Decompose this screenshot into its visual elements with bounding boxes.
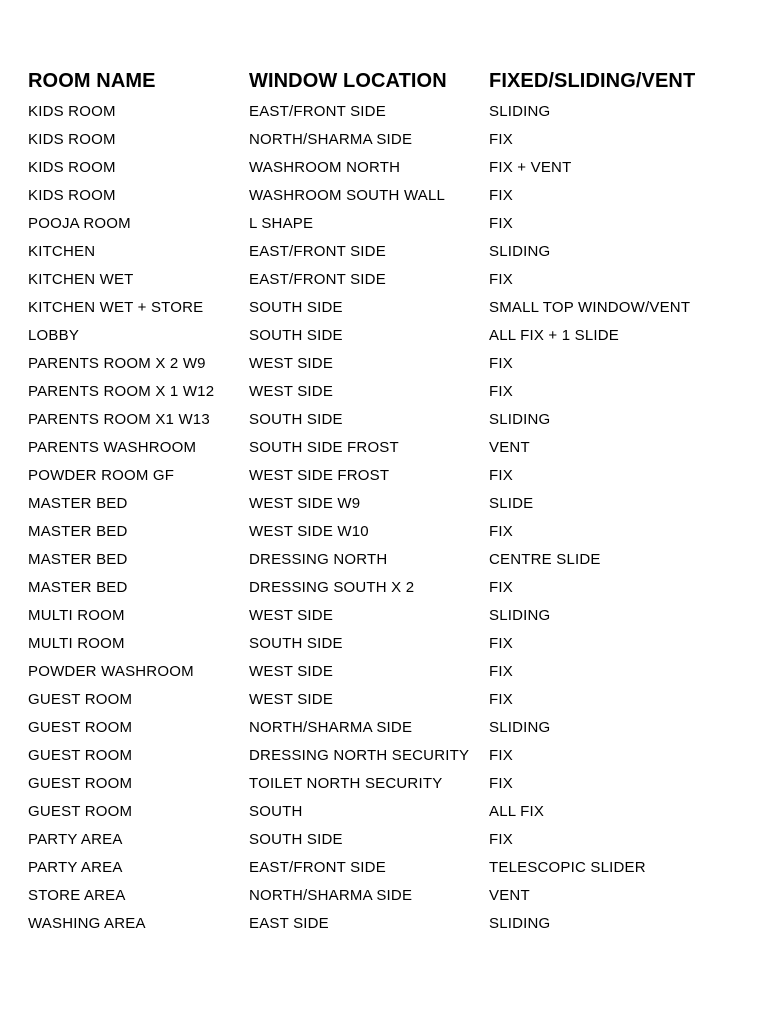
window-location-cell: SOUTH	[249, 803, 303, 820]
room-name-cell: KITCHEN	[28, 243, 96, 260]
table-row	[28, 742, 748, 770]
table-row	[28, 686, 748, 714]
window-type-cell: FIX	[489, 355, 513, 372]
table-row	[28, 126, 748, 154]
room-name-cell: PARTY AREA	[28, 859, 123, 876]
window-type-cell: SLIDING	[489, 607, 551, 624]
table-row	[28, 882, 748, 910]
window-type-cell: FIX	[489, 663, 513, 680]
window-type-cell: FIX	[489, 271, 513, 288]
window-location-cell: WEST SIDE W9	[249, 495, 361, 512]
room-name-cell: GUEST ROOM	[28, 719, 133, 736]
window-type-cell: TELESCOPIC SLIDER	[489, 859, 646, 876]
window-location-cell: WASHROOM SOUTH WALL	[249, 187, 446, 204]
window-location-cell: EAST/FRONT SIDE	[249, 243, 386, 260]
room-name-cell: GUEST ROOM	[28, 691, 133, 708]
window-location-cell: SOUTH SIDE	[249, 299, 343, 316]
window-location-cell: EAST/FRONT SIDE	[249, 859, 386, 876]
table-row	[28, 910, 748, 938]
table-row	[28, 322, 748, 350]
window-location-cell: DRESSING NORTH SECURITY	[249, 747, 470, 764]
window-type-cell: ALL FIX	[489, 803, 545, 820]
table-row	[28, 294, 748, 322]
header-window-location: WINDOW LOCATION	[249, 70, 447, 92]
window-location-cell: SOUTH SIDE	[249, 411, 343, 428]
room-name-cell: POOJA ROOM	[28, 215, 131, 232]
room-name-cell: KIDS ROOM	[28, 103, 116, 120]
window-type-cell: FIX	[489, 523, 513, 540]
window-type-cell: FIX	[489, 467, 513, 484]
table-row	[28, 798, 748, 826]
window-location-cell: WEST SIDE FROST	[249, 467, 390, 484]
table-row	[28, 630, 748, 658]
table-row	[28, 462, 748, 490]
window-location-cell: EAST/FRONT SIDE	[249, 271, 386, 288]
window-type-cell: FIX + VENT	[489, 159, 572, 176]
room-name-cell: PARENTS WASHROOM	[28, 439, 197, 456]
window-type-cell: SMALL TOP WINDOW/VENT	[489, 299, 691, 316]
table-row	[28, 238, 748, 266]
header-room-name: ROOM NAME	[28, 70, 156, 92]
table-row	[28, 182, 748, 210]
window-location-cell: NORTH/SHARMA SIDE	[249, 887, 413, 904]
window-location-cell: WEST SIDE	[249, 607, 334, 624]
window-location-cell: WASHROOM NORTH	[249, 159, 401, 176]
window-location-cell: EAST/FRONT SIDE	[249, 103, 386, 120]
window-location-cell: DRESSING SOUTH X 2	[249, 579, 415, 596]
room-name-cell: STORE AREA	[28, 887, 126, 904]
room-name-cell: WASHING AREA	[28, 915, 146, 932]
room-name-cell: GUEST ROOM	[28, 803, 133, 820]
window-location-cell: NORTH/SHARMA SIDE	[249, 131, 413, 148]
room-name-cell: MULTI ROOM	[28, 607, 125, 624]
window-type-cell: CENTRE SLIDE	[489, 551, 601, 568]
room-name-cell: PARTY AREA	[28, 831, 123, 848]
table-row	[28, 378, 748, 406]
room-name-cell: MULTI ROOM	[28, 635, 125, 652]
table-row	[28, 210, 748, 238]
room-name-cell: KITCHEN WET + STORE	[28, 299, 204, 316]
window-location-cell: TOILET NORTH SECURITY	[249, 775, 443, 792]
window-type-cell: FIX	[489, 131, 513, 148]
table-body	[28, 98, 748, 938]
table-row	[28, 854, 748, 882]
window-type-cell: FIX	[489, 747, 513, 764]
table-row	[28, 770, 748, 798]
room-name-cell: LOBBY	[28, 327, 80, 344]
window-type-cell: FIX	[489, 579, 513, 596]
room-name-cell: PARENTS ROOM X 2 W9	[28, 355, 206, 372]
window-location-cell: SOUTH SIDE	[249, 635, 343, 652]
window-location-cell: WEST SIDE	[249, 383, 334, 400]
window-location-cell: L SHAPE	[249, 215, 314, 232]
window-type-cell: SLIDING	[489, 243, 551, 260]
window-type-cell: SLIDING	[489, 103, 551, 120]
window-type-cell: FIX	[489, 383, 513, 400]
table-row	[28, 490, 748, 518]
room-name-cell: MASTER BED	[28, 523, 128, 540]
table-row	[28, 546, 748, 574]
room-name-cell: POWDER ROOM GF	[28, 467, 175, 484]
table-row	[28, 154, 748, 182]
window-type-cell: VENT	[489, 439, 530, 456]
window-location-cell: WEST SIDE	[249, 355, 334, 372]
room-name-cell: KIDS ROOM	[28, 159, 116, 176]
window-type-cell: FIX	[489, 691, 513, 708]
window-location-cell: SOUTH SIDE	[249, 831, 343, 848]
window-type-cell: FIX	[489, 215, 513, 232]
window-location-cell: WEST SIDE W10	[249, 523, 369, 540]
room-name-cell: KITCHEN WET	[28, 271, 134, 288]
room-name-cell: PARENTS ROOM X 1 W12	[28, 383, 215, 400]
window-location-cell: WEST SIDE	[249, 691, 334, 708]
window-location-cell: WEST SIDE	[249, 663, 334, 680]
room-name-cell: KIDS ROOM	[28, 131, 116, 148]
window-location-cell: EAST SIDE	[249, 915, 329, 932]
window-type-cell: FIX	[489, 775, 513, 792]
table-row	[28, 574, 748, 602]
room-name-cell: PARENTS ROOM X1 W13	[28, 411, 210, 428]
table-row	[28, 434, 748, 462]
room-name-cell: MASTER BED	[28, 551, 128, 568]
window-type-cell: SLIDING	[489, 915, 551, 932]
window-type-cell: FIX	[489, 831, 513, 848]
window-type-cell: SLIDE	[489, 495, 534, 512]
room-name-cell: MASTER BED	[28, 495, 128, 512]
table-row	[28, 406, 748, 434]
window-location-cell: DRESSING NORTH	[249, 551, 388, 568]
window-type-cell: VENT	[489, 887, 530, 904]
room-name-cell: MASTER BED	[28, 579, 128, 596]
table-row	[28, 602, 748, 630]
table-row	[28, 98, 748, 126]
window-type-cell: SLIDING	[489, 719, 551, 736]
table-row	[28, 658, 748, 686]
window-location-cell: SOUTH SIDE FROST	[249, 439, 399, 456]
window-type-cell: SLIDING	[489, 411, 551, 428]
table-row	[28, 826, 748, 854]
room-name-cell: GUEST ROOM	[28, 747, 133, 764]
window-location-cell: NORTH/SHARMA SIDE	[249, 719, 413, 736]
window-location-cell: SOUTH SIDE	[249, 327, 343, 344]
table-header-row	[28, 64, 748, 98]
room-name-cell: POWDER WASHROOM	[28, 663, 194, 680]
window-schedule-table	[28, 64, 748, 938]
window-type-cell: ALL FIX + 1 SLIDE	[489, 327, 619, 344]
room-name-cell: KIDS ROOM	[28, 187, 116, 204]
header-fixed-sliding-vent: FIXED/SLIDING/VENT	[489, 70, 696, 92]
table-row	[28, 518, 748, 546]
table-row	[28, 266, 748, 294]
window-type-cell: FIX	[489, 635, 513, 652]
table-row	[28, 350, 748, 378]
window-type-cell: FIX	[489, 187, 513, 204]
room-name-cell: GUEST ROOM	[28, 775, 133, 792]
table-row	[28, 714, 748, 742]
